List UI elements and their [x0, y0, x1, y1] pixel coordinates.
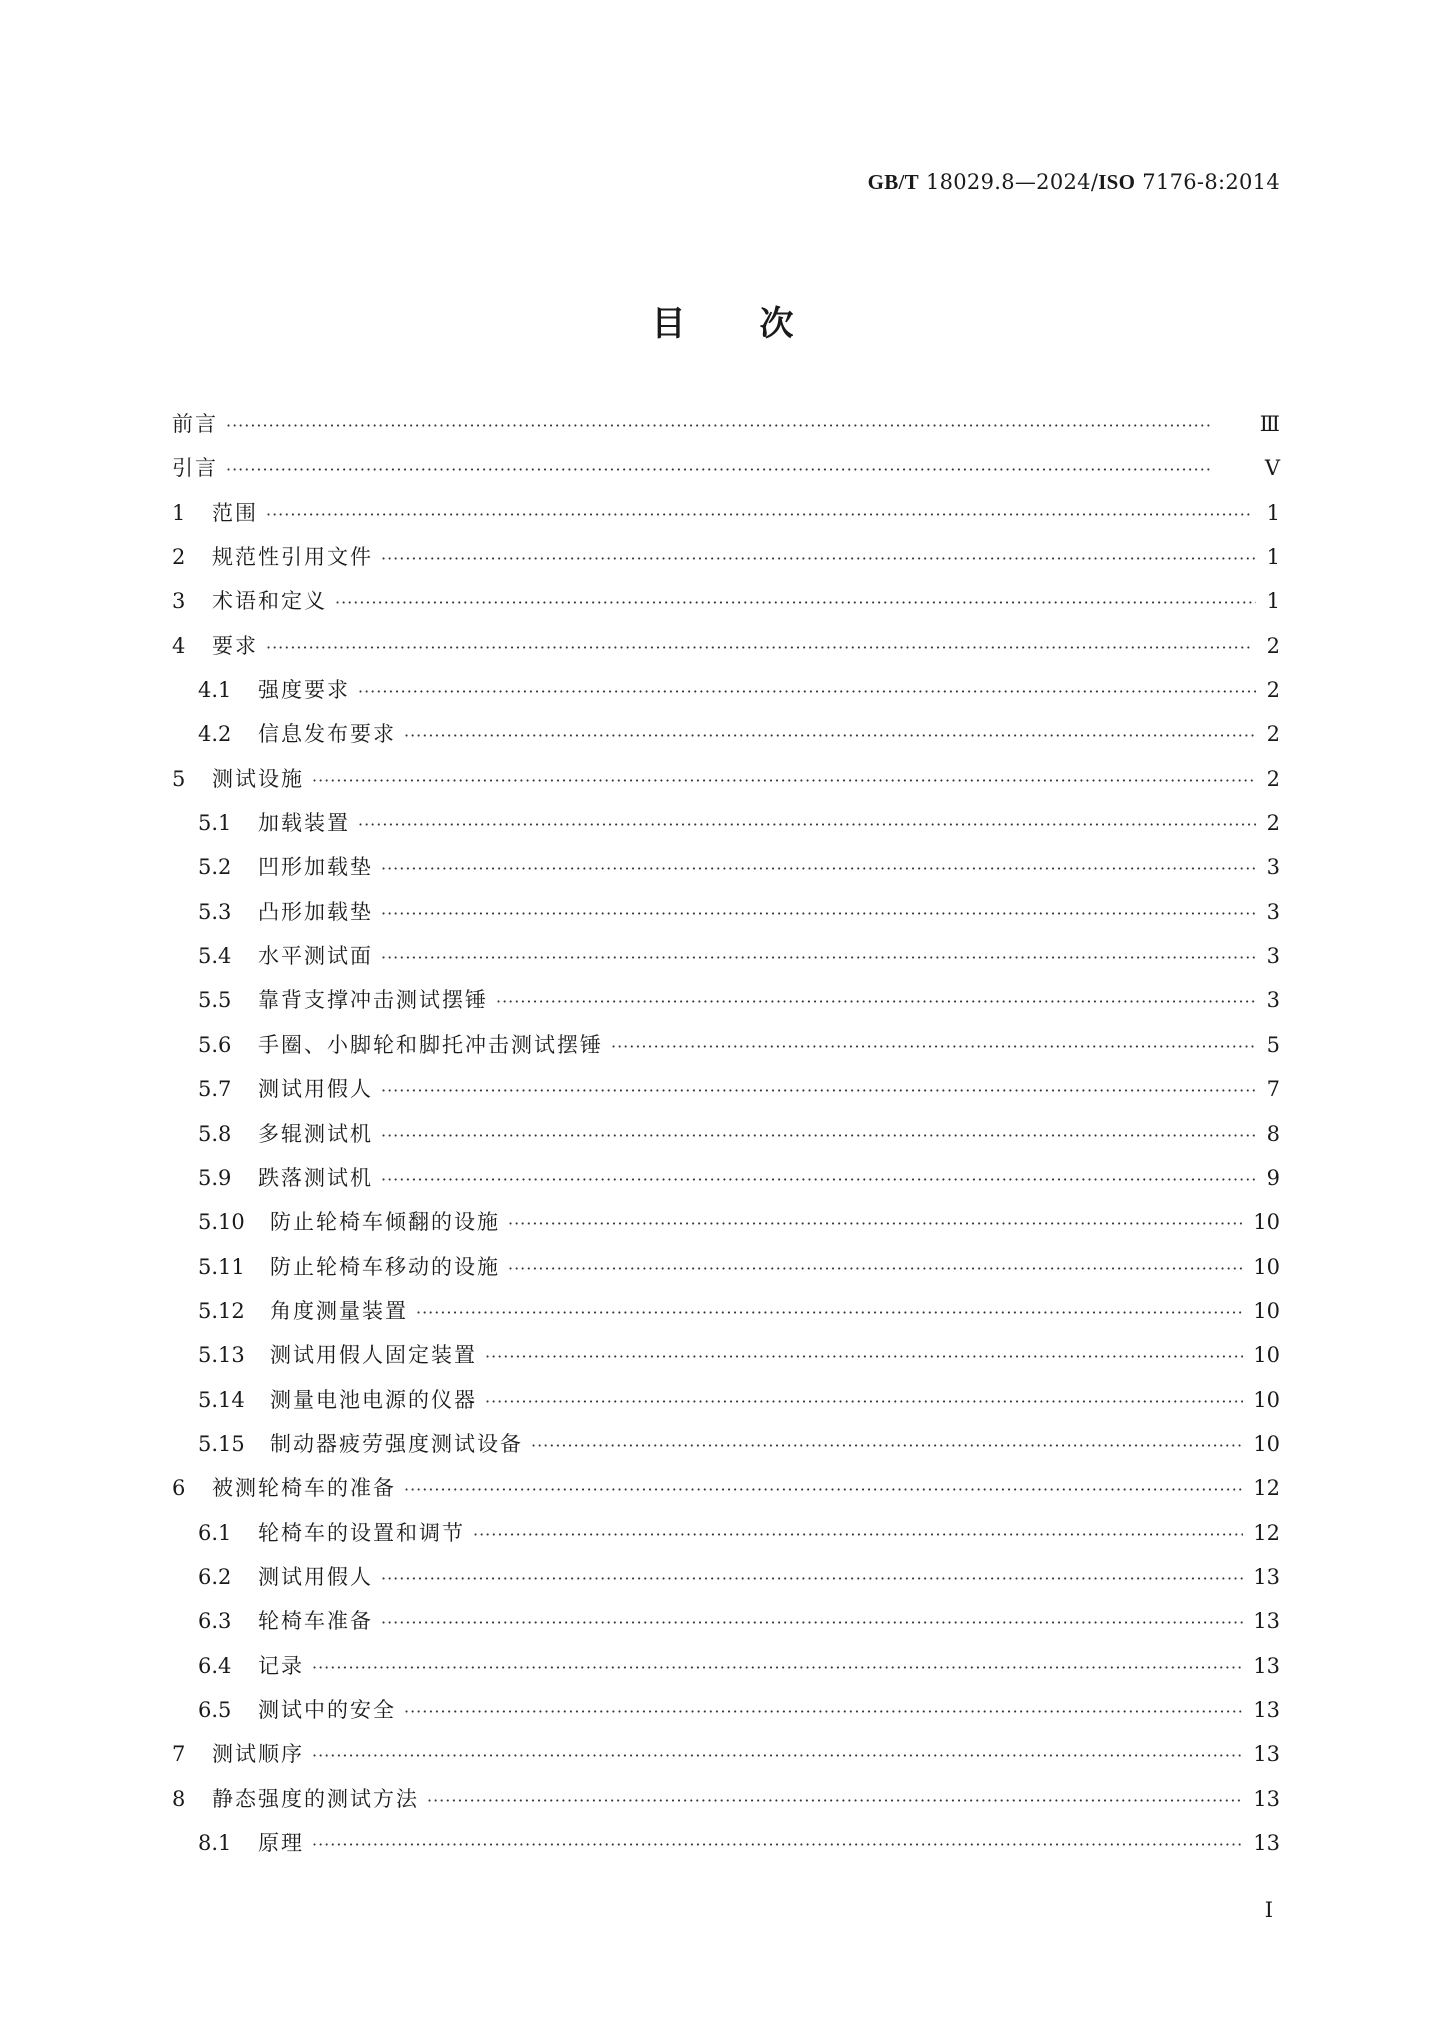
toc-entry-title: 角度测量装置	[270, 1298, 408, 1323]
toc-entry-page: 7	[1266, 1077, 1280, 1102]
toc-dot-leader	[381, 1126, 1256, 1145]
standard-number-header	[868, 170, 1280, 195]
toc-entry-title: 凸形加载垫	[258, 899, 373, 924]
toc-entry-title: 防止轮椅车倾翻的设施	[270, 1210, 500, 1235]
toc-entry-title: 测试中的安全	[258, 1697, 396, 1722]
toc-entry-number: 8	[172, 1786, 186, 1811]
toc-entry-page: 1	[1266, 500, 1280, 525]
std-code-gbt: GB/T	[867, 170, 919, 194]
toc-entry[interactable]	[172, 585, 1280, 629]
toc-entry[interactable]	[172, 984, 1280, 1028]
toc-entry[interactable]	[172, 1206, 1280, 1250]
toc-dot-leader	[381, 1170, 1256, 1189]
toc-dot-leader	[404, 1480, 1243, 1499]
toc-dot-leader	[226, 460, 1255, 479]
toc-entry-page: 12	[1253, 1476, 1280, 1501]
toc-entry-page: 9	[1266, 1165, 1280, 1190]
toc-entry-page: 8	[1266, 1121, 1280, 1146]
toc-entry-page: 13	[1253, 1697, 1280, 1722]
toc-entry-page: 10	[1253, 1254, 1280, 1279]
toc-entry-number: 5.11	[198, 1254, 245, 1279]
toc-entry-number: 5.9	[198, 1165, 232, 1190]
toc-entry-number: 2	[172, 545, 186, 570]
toc-entry-page: 2	[1266, 811, 1280, 836]
toc-dot-leader	[312, 771, 1256, 790]
toc-entry-page: 13	[1253, 1786, 1280, 1811]
toc-entry-page: 3	[1266, 944, 1280, 969]
toc-entry[interactable]	[172, 1339, 1280, 1383]
toc-entry[interactable]	[172, 497, 1280, 541]
toc-entry-page: Ⅲ	[1259, 412, 1280, 436]
toc-entry-number: 6.4	[198, 1653, 232, 1678]
toc-entry-page: 5	[1266, 1032, 1280, 1057]
toc-entry[interactable]	[172, 1472, 1280, 1516]
toc-entry-number: 1	[172, 500, 186, 525]
toc-entry-number: 5.8	[198, 1121, 232, 1146]
toc-entry-number: 4.1	[198, 678, 232, 703]
toc-entry[interactable]	[172, 1162, 1280, 1206]
toc-entry-title: 轮椅车准备	[258, 1609, 373, 1634]
toc-entry-page: 10	[1253, 1431, 1280, 1456]
toc-entry-title: 静态强度的测试方法	[212, 1786, 419, 1811]
toc-dot-leader	[335, 593, 1256, 612]
toc-dot-leader	[312, 1835, 1243, 1854]
toc-entry-title: 测试用假人	[258, 1564, 373, 1589]
toc-entry-page: 13	[1253, 1653, 1280, 1678]
toc-entry-title: 测量电池电源的仪器	[270, 1387, 477, 1412]
toc-entry-number: 8.1	[198, 1831, 232, 1855]
toc-entry-title: 被测轮椅车的准备	[212, 1476, 396, 1501]
toc-entry[interactable]	[172, 718, 1280, 762]
toc-entry-page: 13	[1253, 1609, 1280, 1634]
toc-entry-number: 6	[172, 1476, 186, 1501]
toc-entry-number: 4.2	[198, 722, 232, 747]
toc-dot-leader	[381, 948, 1256, 967]
toc-dot-leader	[381, 1569, 1243, 1588]
toc-entry[interactable]	[172, 1738, 1280, 1782]
toc-entry-title: 前言	[172, 412, 218, 436]
toc-entry-page: 1	[1266, 589, 1280, 614]
toc-entry-number: 6.1	[198, 1520, 232, 1545]
toc-entry[interactable]	[172, 1605, 1280, 1649]
toc-entry[interactable]	[172, 408, 1280, 452]
toc-entry-page: 2	[1266, 766, 1280, 791]
toc-entry-number: 5.10	[198, 1210, 245, 1235]
toc-entry-number: 3	[172, 589, 186, 614]
toc-entry-title: 制动器疲劳强度测试设备	[270, 1431, 523, 1456]
toc-entry-page: 13	[1253, 1742, 1280, 1767]
toc-entry[interactable]	[172, 1428, 1280, 1472]
std-code-iso-number: 7176-8:2014	[1142, 170, 1280, 194]
toc-dot-leader	[226, 416, 1250, 435]
toc-dot-leader	[381, 549, 1256, 568]
toc-entry-page: 1	[1266, 545, 1280, 570]
toc-entry-number: 5.7	[198, 1077, 232, 1102]
toc-entry-number: 5.15	[198, 1431, 245, 1456]
toc-entry[interactable]	[172, 1517, 1280, 1561]
toc-entry[interactable]	[172, 1827, 1280, 1871]
toc-entry[interactable]	[172, 1694, 1280, 1738]
toc-dot-leader	[473, 1525, 1243, 1544]
toc-entry-title: 引言	[172, 456, 218, 481]
toc-entry-number: 4	[172, 633, 186, 658]
toc-entry-title: 防止轮椅车移动的设施	[270, 1254, 500, 1279]
toc-entry[interactable]	[172, 541, 1280, 585]
std-code-number: 18029.8—2024/	[925, 170, 1099, 194]
table-of-contents	[172, 408, 1280, 1871]
toc-dot-leader	[611, 1037, 1256, 1056]
toc-entry-number: 7	[172, 1742, 186, 1767]
toc-dot-leader	[496, 992, 1256, 1011]
toc-entry[interactable]	[172, 1251, 1280, 1295]
toc-dot-leader	[485, 1392, 1243, 1411]
toc-entry-title: 规范性引用文件	[212, 545, 373, 570]
toc-entry[interactable]	[172, 851, 1280, 895]
toc-entry[interactable]	[172, 896, 1280, 940]
toc-entry-title: 强度要求	[258, 678, 350, 703]
toc-dot-leader	[404, 726, 1256, 745]
toc-dot-leader	[508, 1259, 1243, 1278]
toc-dot-leader	[312, 1658, 1243, 1677]
toc-entry-number: 6.5	[198, 1697, 232, 1722]
toc-entry[interactable]	[172, 1029, 1280, 1073]
toc-entry-page: 12	[1253, 1520, 1280, 1545]
toc-dot-leader	[358, 815, 1256, 834]
page-title: 目次	[651, 304, 868, 344]
toc-entry-title: 术语和定义	[212, 589, 327, 614]
toc-entry[interactable]	[172, 807, 1280, 851]
toc-entry-title: 范围	[212, 500, 258, 525]
page-number: Ⅰ	[1264, 1898, 1273, 1922]
toc-entry[interactable]	[172, 1384, 1280, 1428]
toc-dot-leader	[381, 1081, 1256, 1100]
toc-entry-title: 加载装置	[258, 811, 350, 836]
toc-entry-page: 10	[1253, 1298, 1280, 1323]
toc-entry-page: 10	[1253, 1387, 1280, 1412]
toc-entry-number: 5.2	[198, 855, 232, 880]
toc-entry[interactable]	[172, 674, 1280, 718]
toc-entry[interactable]	[172, 763, 1280, 807]
toc-dot-leader	[266, 505, 1256, 524]
toc-entry-page: 2	[1266, 633, 1280, 658]
toc-entry-number: 6.3	[198, 1609, 232, 1634]
toc-entry-page: 3	[1266, 899, 1280, 924]
toc-entry-page: 13	[1253, 1831, 1280, 1855]
toc-entry-title: 测试顺序	[212, 1742, 304, 1767]
toc-dot-leader	[312, 1746, 1243, 1765]
toc-dot-leader	[427, 1791, 1243, 1810]
toc-entry-number: 5.13	[198, 1343, 245, 1368]
toc-dot-leader	[485, 1347, 1243, 1366]
toc-dot-leader	[416, 1303, 1243, 1322]
toc-entry-page: 2	[1266, 722, 1280, 747]
toc-entry-title: 跌落测试机	[258, 1165, 373, 1190]
toc-dot-leader	[531, 1436, 1243, 1455]
toc-entry-number: 5.5	[198, 988, 232, 1013]
toc-entry[interactable]	[172, 452, 1280, 496]
toc-dot-leader	[508, 1214, 1243, 1233]
toc-entry[interactable]	[172, 1650, 1280, 1694]
toc-entry-title: 轮椅车的设置和调节	[258, 1520, 465, 1545]
std-code-iso: ISO	[1098, 170, 1136, 194]
toc-entry-title: 要求	[212, 633, 258, 658]
toc-entry[interactable]	[172, 1073, 1280, 1117]
toc-entry-number: 5.4	[198, 944, 232, 969]
toc-dot-leader	[381, 859, 1256, 878]
toc-entry[interactable]	[172, 1561, 1280, 1605]
toc-entry[interactable]	[172, 1118, 1280, 1162]
toc-entry-page: 3	[1266, 855, 1280, 880]
toc-entry-number: 5.14	[198, 1387, 245, 1412]
toc-entry-number: 6.2	[198, 1564, 232, 1589]
toc-entry-page: 10	[1253, 1343, 1280, 1368]
toc-dot-leader	[266, 638, 1256, 657]
toc-entry-page: Ⅴ	[1264, 456, 1280, 481]
toc-entry-number: 5.6	[198, 1032, 232, 1057]
toc-entry[interactable]	[172, 630, 1280, 674]
toc-entry-number: 5.12	[198, 1298, 245, 1323]
toc-entry-title: 测试用假人固定装置	[270, 1343, 477, 1368]
toc-dot-leader	[381, 1613, 1243, 1632]
toc-entry-number: 5.3	[198, 899, 232, 924]
toc-entry-title: 原理	[258, 1831, 304, 1855]
toc-entry[interactable]	[172, 1783, 1280, 1827]
toc-entry-number: 5	[172, 766, 186, 791]
toc-dot-leader	[358, 682, 1256, 701]
toc-entry-title: 信息发布要求	[258, 722, 396, 747]
toc-entry-page: 10	[1253, 1210, 1280, 1235]
toc-entry[interactable]	[172, 1295, 1280, 1339]
toc-entry-title: 水平测试面	[258, 944, 373, 969]
toc-dot-leader	[381, 904, 1256, 923]
toc-entry-page: 3	[1266, 988, 1280, 1013]
toc-entry-page: 2	[1266, 678, 1280, 703]
toc-entry-title: 记录	[258, 1653, 304, 1678]
toc-entry-title: 测试用假人	[258, 1077, 373, 1102]
toc-entry-title: 靠背支撑冲击测试摆锤	[258, 988, 488, 1013]
toc-dot-leader	[404, 1702, 1243, 1721]
toc-entry-title: 凹形加载垫	[258, 855, 373, 880]
toc-entry-number: 5.1	[198, 811, 232, 836]
toc-entry-title: 多辊测试机	[258, 1121, 373, 1146]
toc-entry-title: 手圈、小脚轮和脚托冲击测试摆锤	[258, 1032, 603, 1057]
toc-entry[interactable]	[172, 940, 1280, 984]
toc-entry-title: 测试设施	[212, 766, 304, 791]
toc-entry-page: 13	[1253, 1564, 1280, 1589]
